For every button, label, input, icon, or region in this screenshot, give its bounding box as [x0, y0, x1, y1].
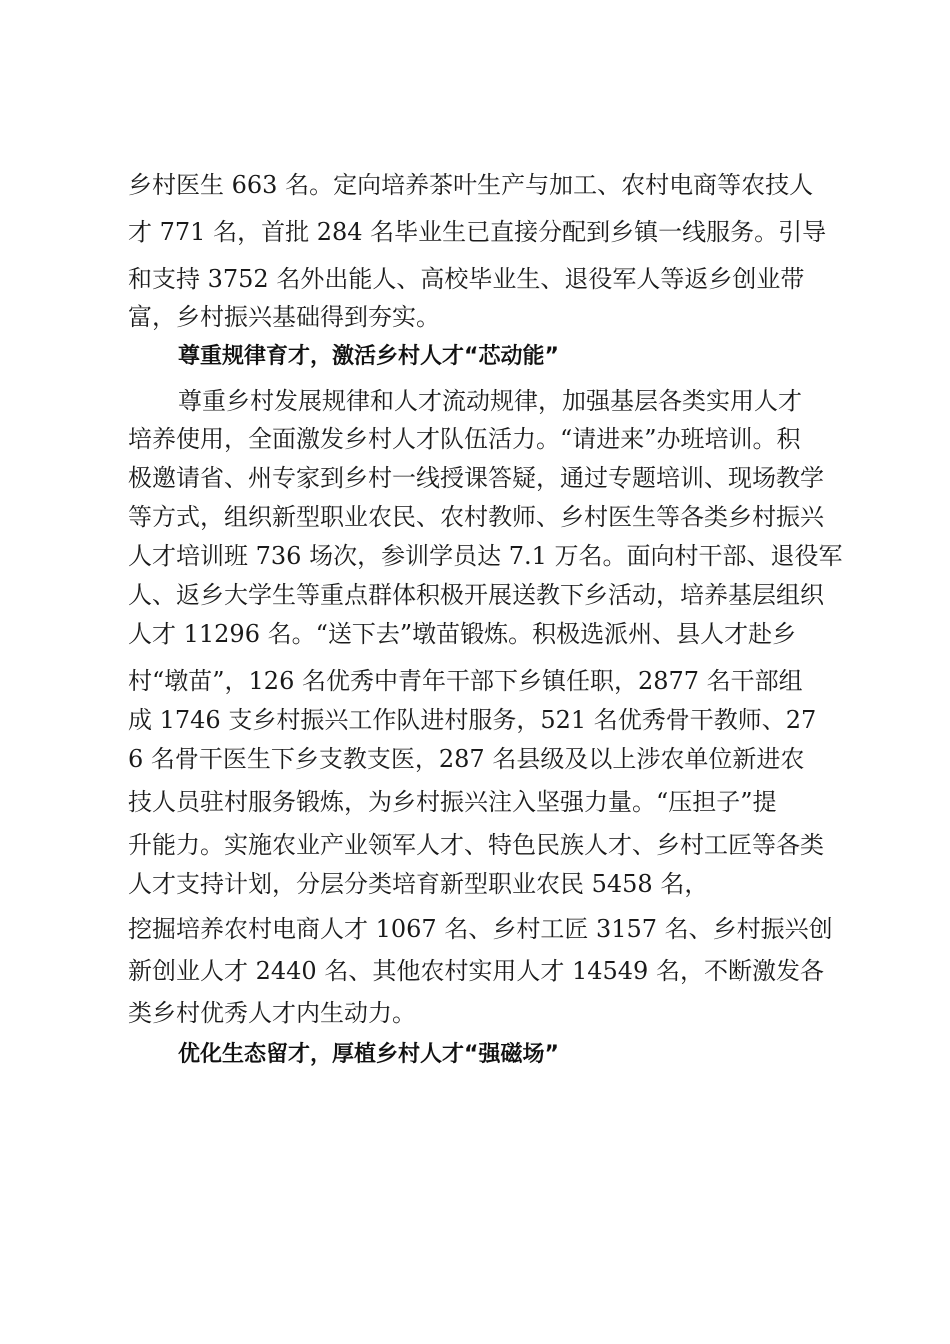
section-heading: 优化生态留才，厚植乡村人才“强磁场”	[178, 1042, 559, 1067]
text-line: 等方式，组织新型职业农民、农村教师、乡村医生等各类乡村振兴	[128, 503, 824, 531]
text-line: 人、返乡大学生等重点群体积极开展送教下乡活动，培养基层组织	[128, 581, 824, 609]
text-line: 尊重乡村发展规律和人才流动规律，加强基层各类实用人才	[178, 387, 802, 415]
text-line: 人才 11296 名。“送下去”墩苗锻炼。积极选派州、县人才赴乡	[128, 620, 797, 648]
text-line: 和支持 3752 名外出能人、高校毕业生、退役军人等返乡创业带	[128, 265, 805, 293]
text-line: 极邀请省、州专家到乡村一线授课答疑，通过专题培训、现场教学	[128, 464, 824, 492]
section-heading: 尊重规律育才，激活乡村人才“芯动能”	[178, 344, 559, 369]
text-line: 村“墩苗”，126 名优秀中青年干部下乡镇任职，2877 名干部组	[128, 667, 803, 695]
text-line: 新创业人才 2440 名、其他农村实用人才 14549 名，不断激发各	[128, 957, 824, 985]
text-line: 富，乡村振兴基础得到夯实。	[128, 303, 440, 331]
text-line: 6 名骨干医生下乡支教支医，287 名县级及以上涉农单位新进农	[128, 745, 805, 773]
text-line: 才 771 名，首批 284 名毕业生已直接分配到乡镇一线服务。引导	[128, 218, 827, 246]
text-line: 人才支持计划，分层分类培育新型职业农民 5458 名，	[128, 870, 709, 898]
text-line: 培养使用，全面激发乡村人才队伍活力。“请进来”办班培训。积	[128, 425, 801, 453]
text-line: 类乡村优秀人才内生动力。	[128, 999, 416, 1027]
text-line: 乡村医生 663 名。定向培养茶叶生产与加工、农村电商等农技人	[128, 171, 814, 199]
text-line: 成 1746 支乡村振兴工作队进村服务，521 名优秀骨干教师、27	[128, 706, 817, 734]
text-line: 技人员驻村服务锻炼，为乡村振兴注入坚强力量。“压担子”提	[128, 788, 777, 816]
text-line: 升能力。实施农业产业领军人才、特色民族人才、乡村工匠等各类	[128, 831, 824, 859]
text-line: 挖掘培养农村电商人才 1067 名、乡村工匠 3157 名、乡村振兴创	[128, 915, 833, 943]
text-line: 人才培训班 736 场次，参训学员达 7.1 万名。面向村干部、退役军	[128, 542, 843, 570]
